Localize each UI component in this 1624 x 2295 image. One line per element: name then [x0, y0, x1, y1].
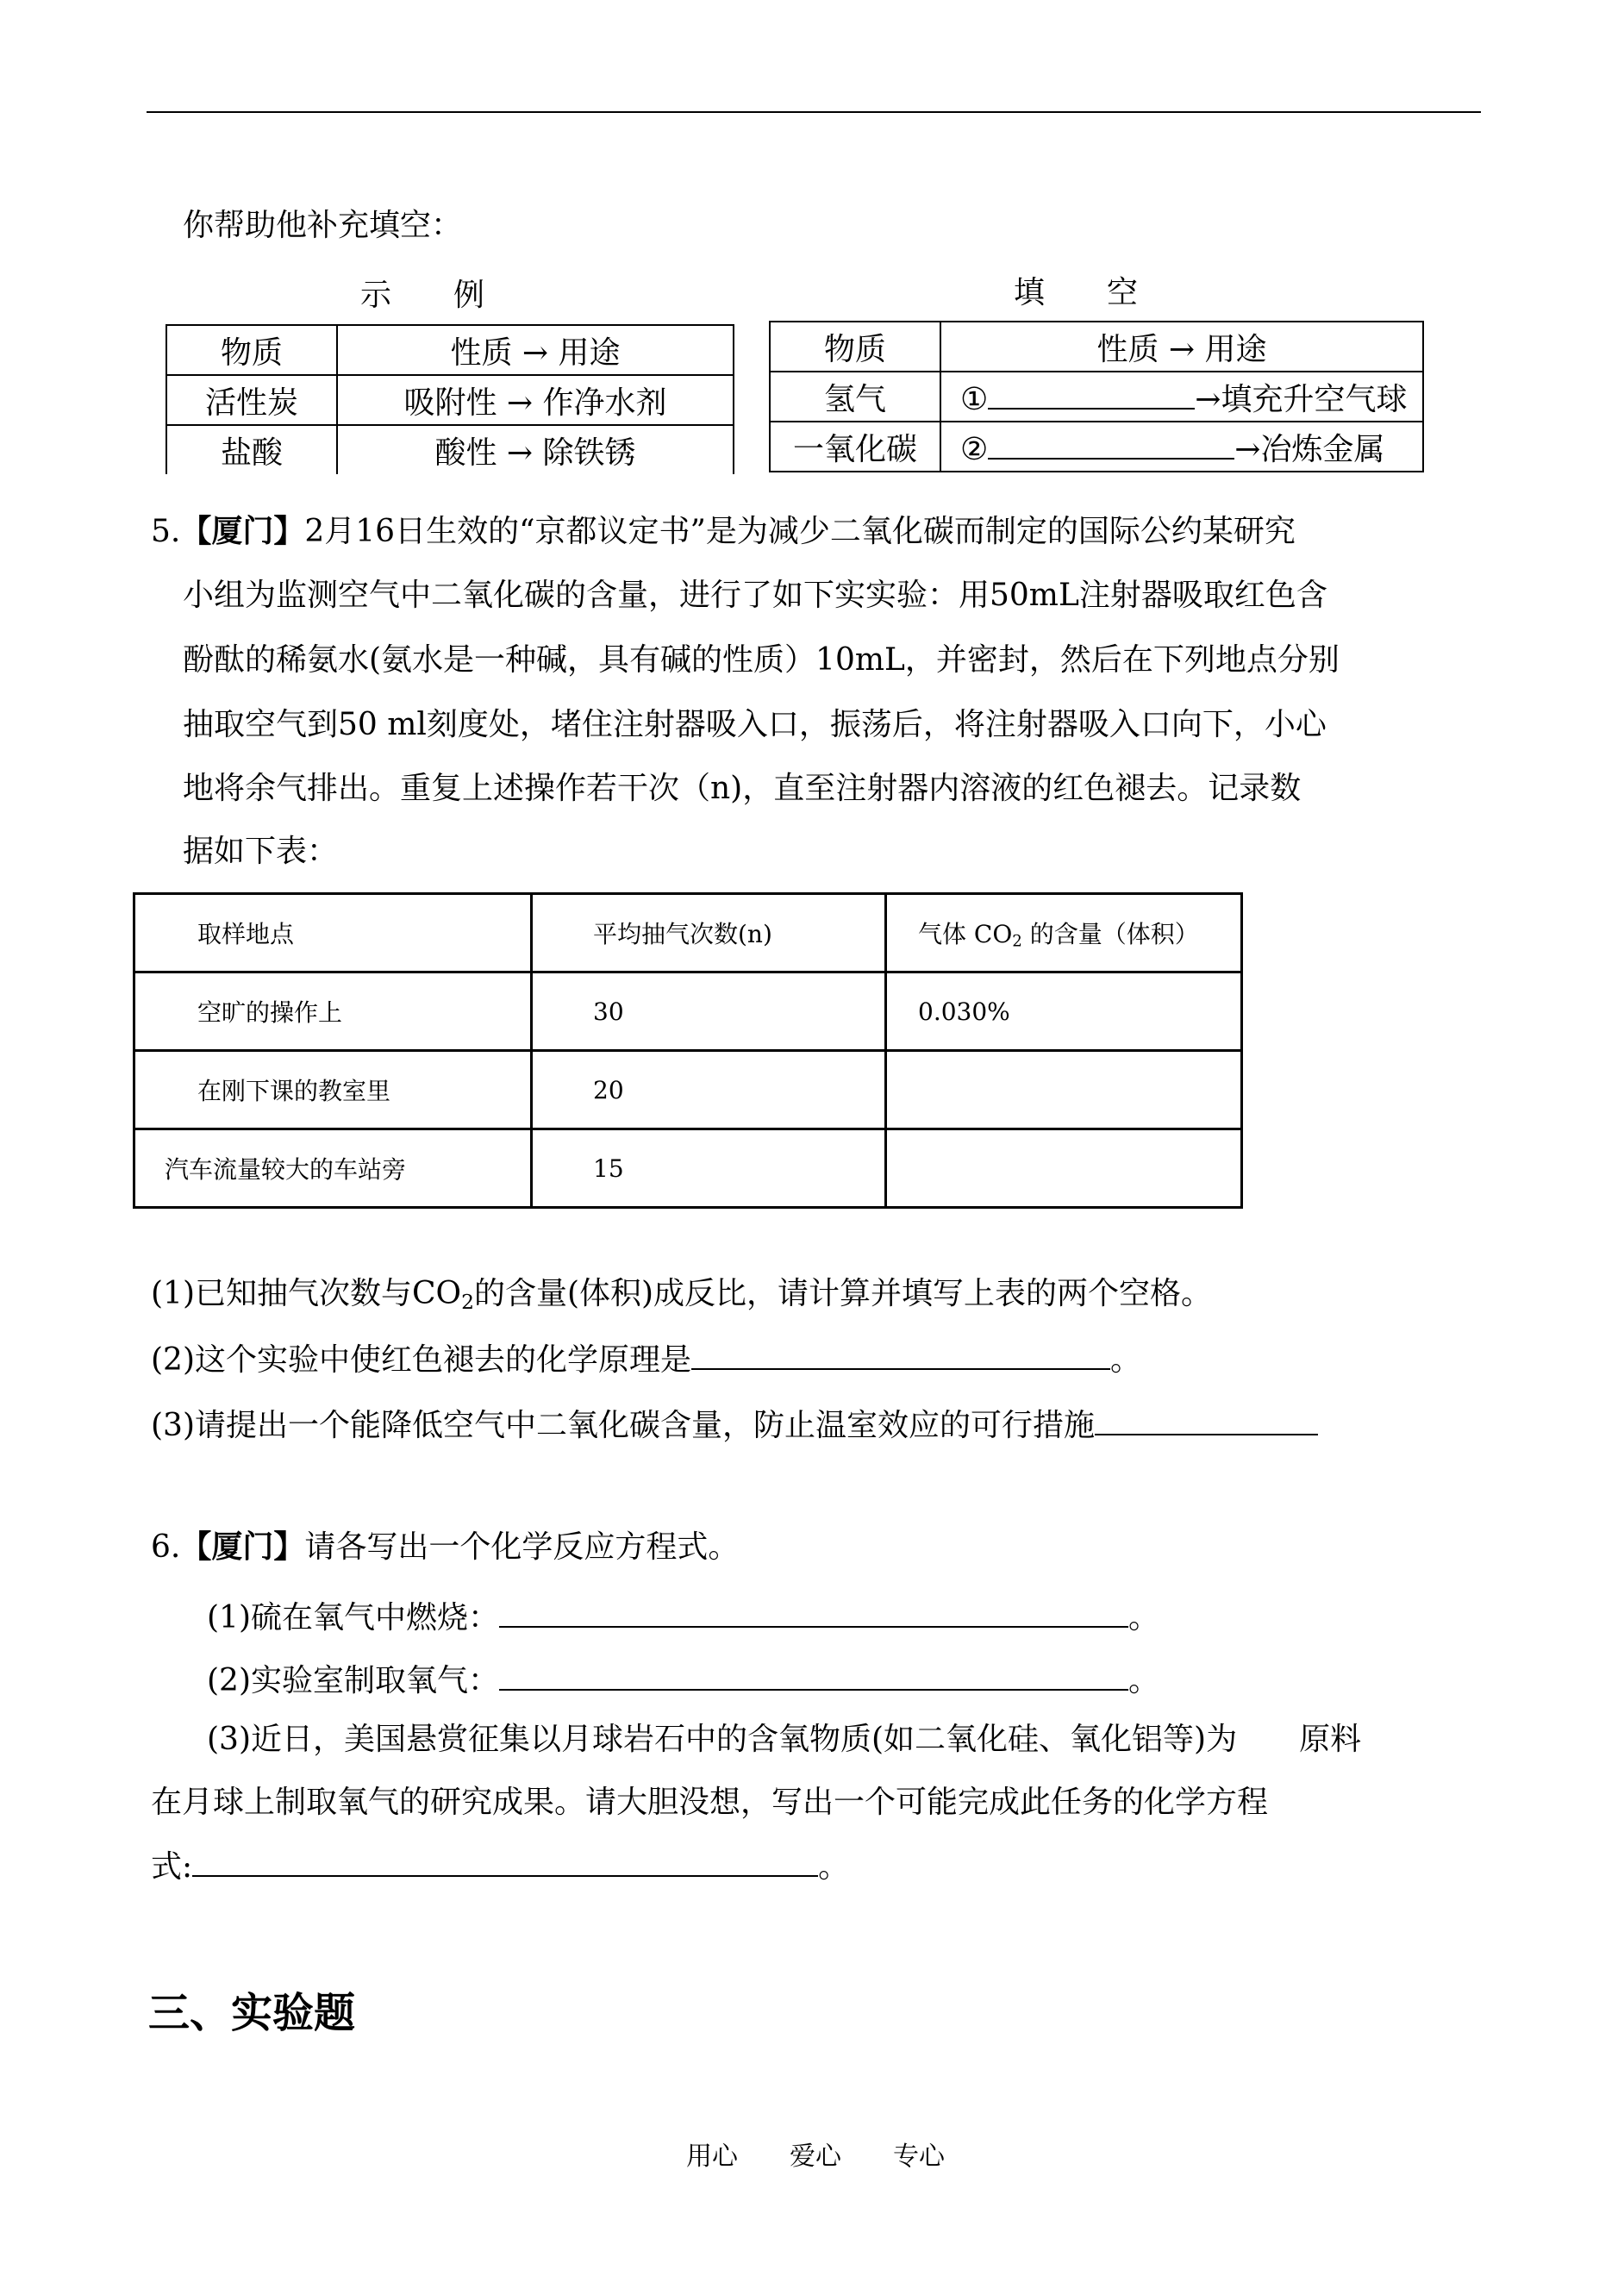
- text-line: 请各写出一个化学反应方程式。: [304, 1529, 740, 1565]
- table-row: [134, 894, 1242, 972]
- table-cell: 汽车流量较大的车站旁: [134, 1129, 532, 1208]
- table-cell: 0.030%: [886, 972, 1242, 1051]
- question-source: 【厦门】: [180, 1529, 305, 1565]
- data-table: [133, 892, 1243, 1209]
- question-source: 【厦门】: [180, 513, 305, 549]
- example-table: [166, 324, 734, 474]
- answer-blank[interactable]: [499, 1600, 1128, 1628]
- answer-blank[interactable]: [691, 1342, 1110, 1370]
- table-cell: 吸附性 → 作净水剂: [337, 375, 734, 425]
- table-row: [770, 372, 1423, 422]
- text-line: 2月16日生效的“京都议定书”是为减少二氧化碳而制定的国际公约某研究: [304, 514, 1296, 549]
- question-6-line-1: [151, 1531, 739, 1563]
- intro-text: 你帮助他补充填空：: [183, 208, 463, 243]
- table-header-cell: 气体 $CO_2$ 的含量（体积）: [886, 894, 1242, 972]
- question-5-line-2: 小组为监测空气中二氧化碳的含量，进行了如下实实验：用50mL注射器吸取红色含: [183, 578, 1327, 613]
- table-row: [770, 322, 1423, 372]
- table-row: [166, 325, 734, 375]
- answer-blank[interactable]: [1095, 1408, 1318, 1435]
- question-5-line-4: 抽取空气到50 ml刻度处，堵住注射器吸入口，振荡后，将注射器吸入口向下，小心: [183, 707, 1327, 742]
- page-footer: 用心 爱心 专心: [686, 2142, 945, 2172]
- answer-blank[interactable]: [192, 1849, 818, 1877]
- question-5-line-6: 据如下表：: [183, 834, 339, 869]
- table-cell: [940, 372, 1423, 422]
- answer-blank[interactable]: [988, 382, 1195, 410]
- table-row: [134, 1051, 1242, 1129]
- question-5-sub-2: (2)这个实验中使红色褪去的化学原理是 。: [151, 1342, 1142, 1378]
- question-5-sub-1: (1)已知抽气次数与$CO_2$的含量(体积)成反比，请计算并填写上表的两个空格。: [151, 1276, 1213, 1314]
- table-row: [134, 1129, 1242, 1208]
- table-cell: 酸性 → 除铁锈: [337, 425, 734, 474]
- table-row: [166, 425, 734, 474]
- section-heading: 三、实验题: [148, 1989, 356, 2037]
- question-6-sub-1: (1)硫在氧气中燃烧： 。: [207, 1600, 1160, 1635]
- table-cell: 性质 → 用途: [337, 325, 734, 375]
- question-number: 6.: [151, 1529, 181, 1565]
- question-6-sub-2: (2)实验室制取氧气： 。: [207, 1663, 1160, 1698]
- table-cell: 活性炭: [166, 375, 337, 425]
- table-cell: 20: [532, 1051, 886, 1129]
- table-cell: 性质 → 用途: [940, 322, 1423, 372]
- table-cell: 盐酸: [166, 425, 337, 474]
- answer-cell[interactable]: [886, 1051, 1242, 1129]
- circled-marker: ①: [960, 381, 989, 417]
- question-6-sub-3-line-1: (3)近日，美国悬赏征集以月球岩石中的含氧物质(如二氧化硅、氧化铝等)为 原料: [207, 1722, 1362, 1757]
- answer-blank[interactable]: [499, 1663, 1128, 1691]
- table-cell: 物质: [166, 325, 337, 375]
- answer-blank[interactable]: [988, 432, 1234, 460]
- question-5-line-1: [151, 513, 1296, 549]
- question-number: 5.: [151, 514, 181, 549]
- header-rule: [147, 111, 1481, 113]
- answer-cell[interactable]: [886, 1129, 1242, 1208]
- table-cell: 氢气: [770, 372, 940, 422]
- table-row: [770, 422, 1423, 472]
- example-caption: 示 例: [360, 278, 485, 313]
- fill-table: [769, 321, 1424, 472]
- question-5-line-5: 地将余气排出。重复上述操作若干次（n)，直至注射器内溶液的红色褪去。记录数: [183, 771, 1302, 806]
- table-cell: 一氧化碳: [770, 422, 940, 472]
- question-6-sub-3-line-3: 式: 。: [151, 1849, 850, 1885]
- table-cell: 在刚下课的教室里: [134, 1051, 532, 1129]
- table-cell: 30: [532, 972, 886, 1051]
- table-cell: 物质: [770, 322, 940, 372]
- question-6-sub-3-line-2: 在月球上制取氧气的研究成果。请大胆没想，写出一个可能完成此任务的化学方程: [151, 1785, 1269, 1820]
- question-5-line-3: 酚酞的稀氨水(氨水是一种碱，具有碱的性质）10mL，并密封，然后在下列地点分别: [183, 642, 1340, 678]
- table-header-cell: 取样地点: [134, 894, 532, 972]
- table-cell: [940, 422, 1423, 472]
- circled-marker: ②: [960, 431, 989, 467]
- table-row: [134, 972, 1242, 1051]
- table-header-cell: 平均抽气次数(n): [532, 894, 886, 972]
- question-5-sub-3: (3)请提出一个能降低空气中二氧化碳含量，防止温室效应的可行措施: [151, 1408, 1318, 1441]
- table-cell: 15: [532, 1129, 886, 1208]
- use-text: →填充升空气球: [1195, 381, 1408, 417]
- table-row: [166, 375, 734, 425]
- use-text: →冶炼金属: [1234, 431, 1385, 467]
- table-cell: 空旷的操作上: [134, 972, 532, 1051]
- fill-caption: 填 空: [1014, 275, 1139, 310]
